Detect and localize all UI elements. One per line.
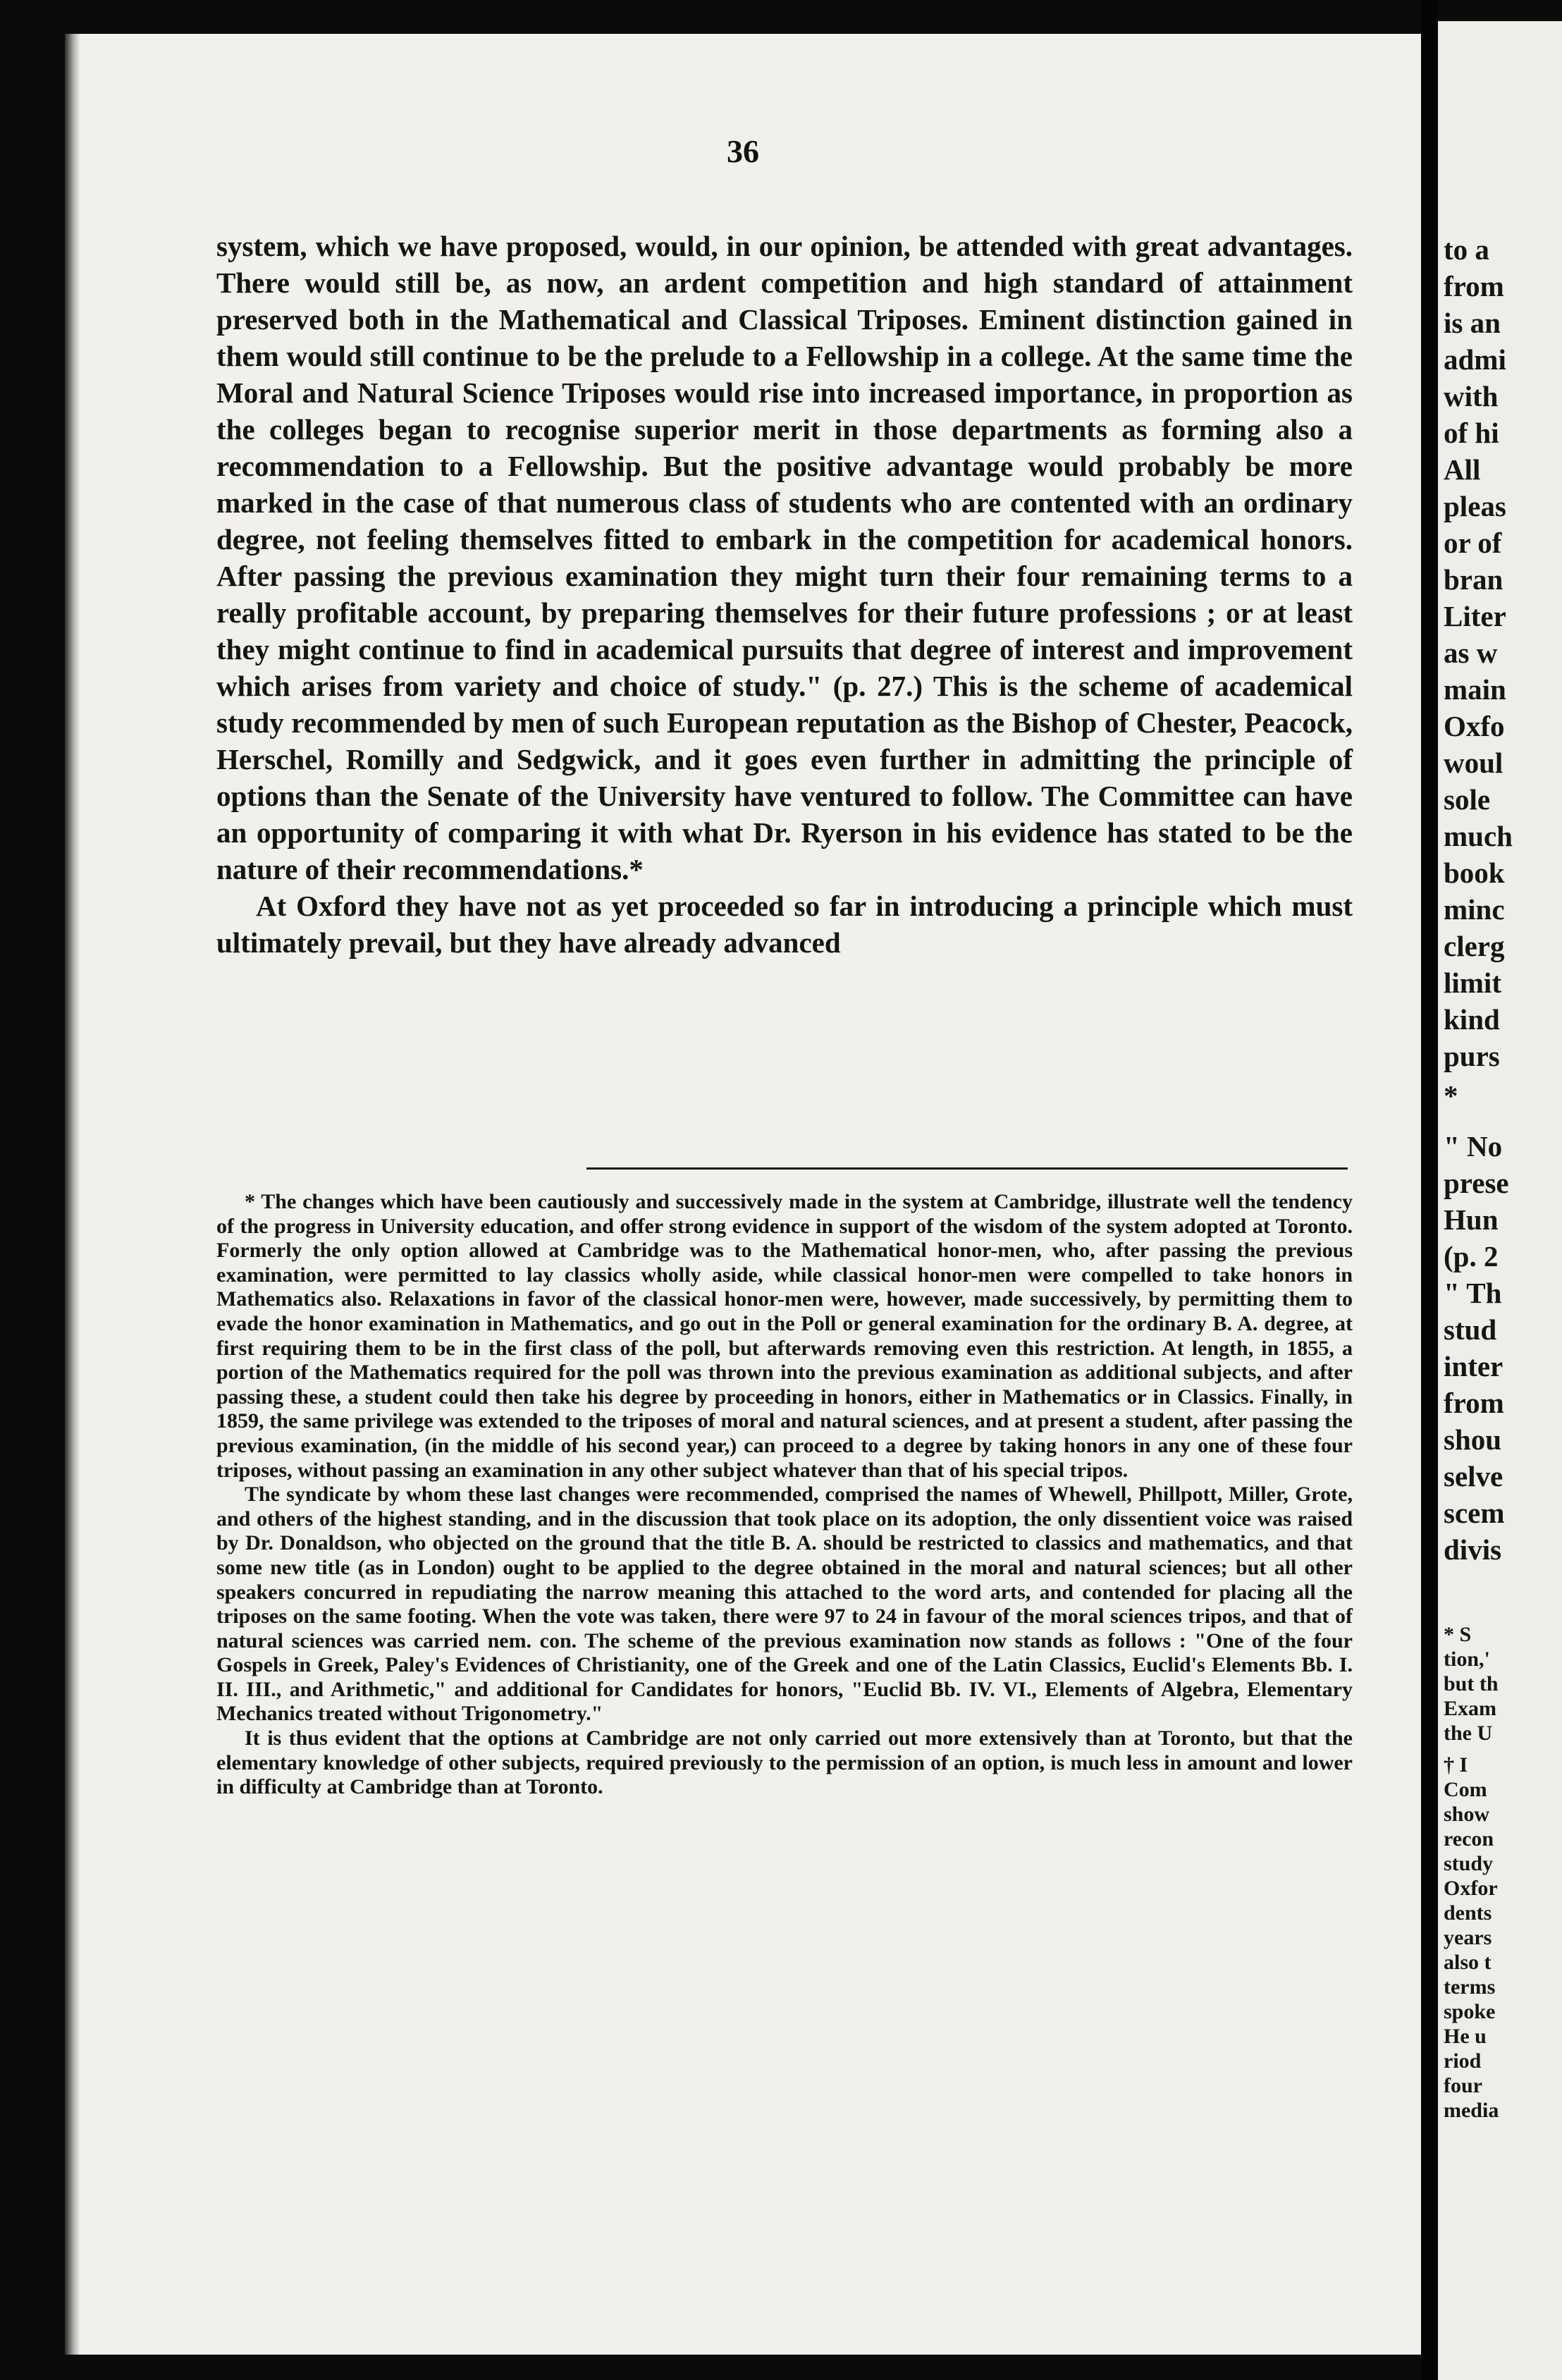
right-page-word-fragment: show	[1444, 1803, 1490, 1826]
footnote-divider	[586, 1167, 1348, 1170]
right-page-word-fragment: from	[1444, 270, 1504, 302]
page-number: 36	[727, 133, 759, 169]
footnotes	[216, 1190, 1353, 1800]
right-page-word-fragment: pleas	[1444, 490, 1506, 522]
right-page-word-fragment: clerg	[1444, 930, 1505, 962]
right-page-word-fragment: of hi	[1444, 417, 1499, 449]
right-page-word-fragment: *	[1444, 1079, 1458, 1112]
right-page-word-fragment: inter	[1444, 1350, 1503, 1382]
body-paragraph: system, which we have proposed, would, in our opinion, be attended with great advantages. There would still be, as now, an ardent competition and high standard of attainment preserved both in the Mathematical and Classical Triposes. Eminent distinction gained in them would still continue to be the prelude to a Fellowship in a college. At the same time the Moral and Natural Science Triposes would rise into increased importance, in proportion as the colleges began to recognise superior merit in those departments as forming also a recommendation to a Fellowship. But the positive advantage would probably be more marked in the case of that numerous class of students who are contented with an ordinary degree, not feeling themselves fitted to embark in the competition for academical honors. After passing the previous examination they might turn their four remaining terms to a really profitable account, by preparing themselves for their future professions ; or at least they might continue to find in academical pursuits that degree of interest and improvement which arises from variety and choice of study." (p. 27.) This is the scheme of academical study recommended by men of such European reputation as the Bishop of Chester, Peacock, Herschel, Romilly and Sedgwick, and it goes even further in admitting the principle of options than the Senate of the University have ventured to follow. The Committee can have an opportunity of comparing it with what Dr. Ryerson in his evidence has stated to be the nature of their recommendations.*	[216, 230, 1353, 885]
right-page-word-fragment: is an	[1444, 307, 1501, 339]
right-page-word-fragment: terms	[1444, 1975, 1496, 1999]
footnote-paragraph: It is thus evident that the options at Cambridge are not only carried out more extensively than at Toronto, but that the elementary knowledge of other subjects, required previously to the permission of an option, is much less in amount and lower in difficulty at Cambridge than at Toronto.	[216, 1726, 1353, 1799]
right-page-word-fragment: from	[1444, 1387, 1504, 1419]
right-page-word-fragment: Exam	[1444, 1697, 1496, 1720]
right-page-word-fragment: tion,'	[1444, 1648, 1490, 1671]
right-page-word-fragment: prese	[1444, 1167, 1509, 1199]
right-page-word-fragment: kind	[1444, 1003, 1500, 1036]
right-page-word-fragment: or of	[1444, 527, 1502, 559]
right-page-word-fragment: study	[1444, 1852, 1494, 1875]
right-page-word-fragment: main	[1444, 673, 1506, 706]
footnote-paragraph: * The changes which have been cautiously and successively made in the system at Cambridge, illustrate well the tendency of the progress in University education, and offer strong evidence in support of the wisdom of the system adopted at Toronto. Formerly the only option allowed at Cambridge was to the Mathematical honor-men, who, after passing the previous examination, were permitted to lay classics wholly aside, while classical honor-men were compelled to take honors in Mathematics also. Relaxations in favor of the classical honor-men were, however, made successively, by permitting them to evade the honor examination in Mathematics, and go out in the Poll or general examination for the ordinary B. A. degree, at first requiring them to be in the first class of the poll, but afterwards removing even this restriction. At length, in 1855, a portion of the Mathematics required for the poll was thrown into the previous examination as additional subjects, and after passing these, a student could then take his degree by proceeding in honors, either in Mathematics or in Classics. Finally, in 1859, the same privilege was extended to the triposes of moral and natural sciences, and at present a student, after passing the previous examination, (in the middle of his second year,) can proceed to a degree by taking honors in any one of these four triposes, without passing an examination in any other subject whatever than that of his special tripos.	[216, 1190, 1353, 1482]
right-page-word-fragment: recon	[1444, 1827, 1494, 1851]
right-page-word-fragment: divis	[1444, 1533, 1502, 1566]
right-page-word-fragment: " Th	[1444, 1277, 1502, 1309]
right-page-word-fragment: Oxfor	[1444, 1877, 1498, 1900]
right-page-word-fragment: book	[1444, 857, 1505, 889]
right-page-word-fragment: † I	[1444, 1753, 1468, 1777]
right-page-word-fragment: years	[1444, 1926, 1492, 1949]
right-page-word-fragment: with	[1444, 380, 1499, 412]
right-page-word-fragment: four	[1444, 2074, 1482, 2097]
right-page-word-fragment: purs	[1444, 1040, 1500, 1072]
right-page-word-fragment: much	[1444, 820, 1513, 852]
body-paragraph: At Oxford they have not as yet proceeded so far in introducing a principle which must ultimately prevail, but they have already advanced	[216, 890, 1353, 959]
right-page-word-fragment: the U	[1444, 1722, 1493, 1745]
right-page-word-fragment: Oxfo	[1444, 710, 1505, 742]
right-page-word-fragment: * S	[1444, 1623, 1472, 1646]
right-page-word-fragment: admi	[1444, 343, 1506, 376]
right-page-word-fragment: but th	[1444, 1672, 1499, 1695]
right-page-word-fragment: All	[1444, 453, 1481, 486]
right-page-word-fragment: Liter	[1444, 600, 1506, 632]
right-page-word-fragment: " No	[1444, 1130, 1503, 1163]
right-page-word-fragment: bran	[1444, 563, 1503, 596]
right-page-word-fragment: minc	[1444, 893, 1505, 926]
right-page-word-fragment: shou	[1444, 1423, 1502, 1456]
right-page-word-fragment: dents	[1444, 1901, 1492, 1925]
main-body-text	[216, 228, 1353, 961]
book-gutter	[1421, 0, 1438, 2380]
right-page-word-fragment: as w	[1444, 637, 1498, 669]
right-page-word-fragment: stud	[1444, 1313, 1497, 1346]
right-page-word-fragment: also t	[1444, 1951, 1492, 1974]
right-page-word-fragment: woul	[1444, 747, 1503, 779]
right-page-word-fragment: selve	[1444, 1460, 1503, 1492]
right-page-word-fragment: scem	[1444, 1497, 1505, 1529]
right-page-word-fragment: spoke	[1444, 2000, 1496, 2023]
right-page-word-fragment: sole	[1444, 783, 1491, 816]
left-page	[65, 34, 1421, 2355]
right-page-fragment	[1438, 21, 1562, 2380]
right-page-word-fragment: limit	[1444, 967, 1501, 999]
right-page-word-fragment: Com	[1444, 1778, 1487, 1801]
right-page-word-fragment: He u	[1444, 2025, 1487, 2048]
right-page-word-fragment: (p. 2	[1444, 1240, 1499, 1272]
right-page-word-fragment: riod	[1444, 2049, 1482, 2073]
footnote-paragraph: The syndicate by whom these last changes were recommended, comprised the names of Whewell, Phillpott, Miller, Grote, and others of the highest standing, and in the discussion that took place on its adoption, the only dissentient voice was raised by Dr. Donaldson, who objected on the ground that the title B. A. should be restricted to classics and mathematics, and that some new title (as in London) ought to be applied to the degree obtained in the moral and natural sciences; but all other speakers concurred in repudiating the narrow meaning this attached to the word arts, and contended for placing all the triposes on the same footing. When the vote was taken, there were 97 to 24 in favour of the moral sciences tripos, and that of natural sciences was carried nem. con. The scheme of the previous examination now stands as follows : "One of the four Gospels in Greek, Paley's Evidences of Christianity, one of the Greek and one of the Latin Classics, Euclid's Elements Bb. I. II. III., and Arithmetic," and additional for Candidates for honors, "Euclid Bb. IV. VI., Elements of Algebra, Elementary Mechanics treated without Trigonometry."	[216, 1483, 1353, 1726]
right-page-word-fragment: Hun	[1444, 1203, 1499, 1236]
right-page-word-fragment: to a	[1444, 233, 1489, 266]
right-page-word-fragment: media	[1444, 2099, 1499, 2122]
